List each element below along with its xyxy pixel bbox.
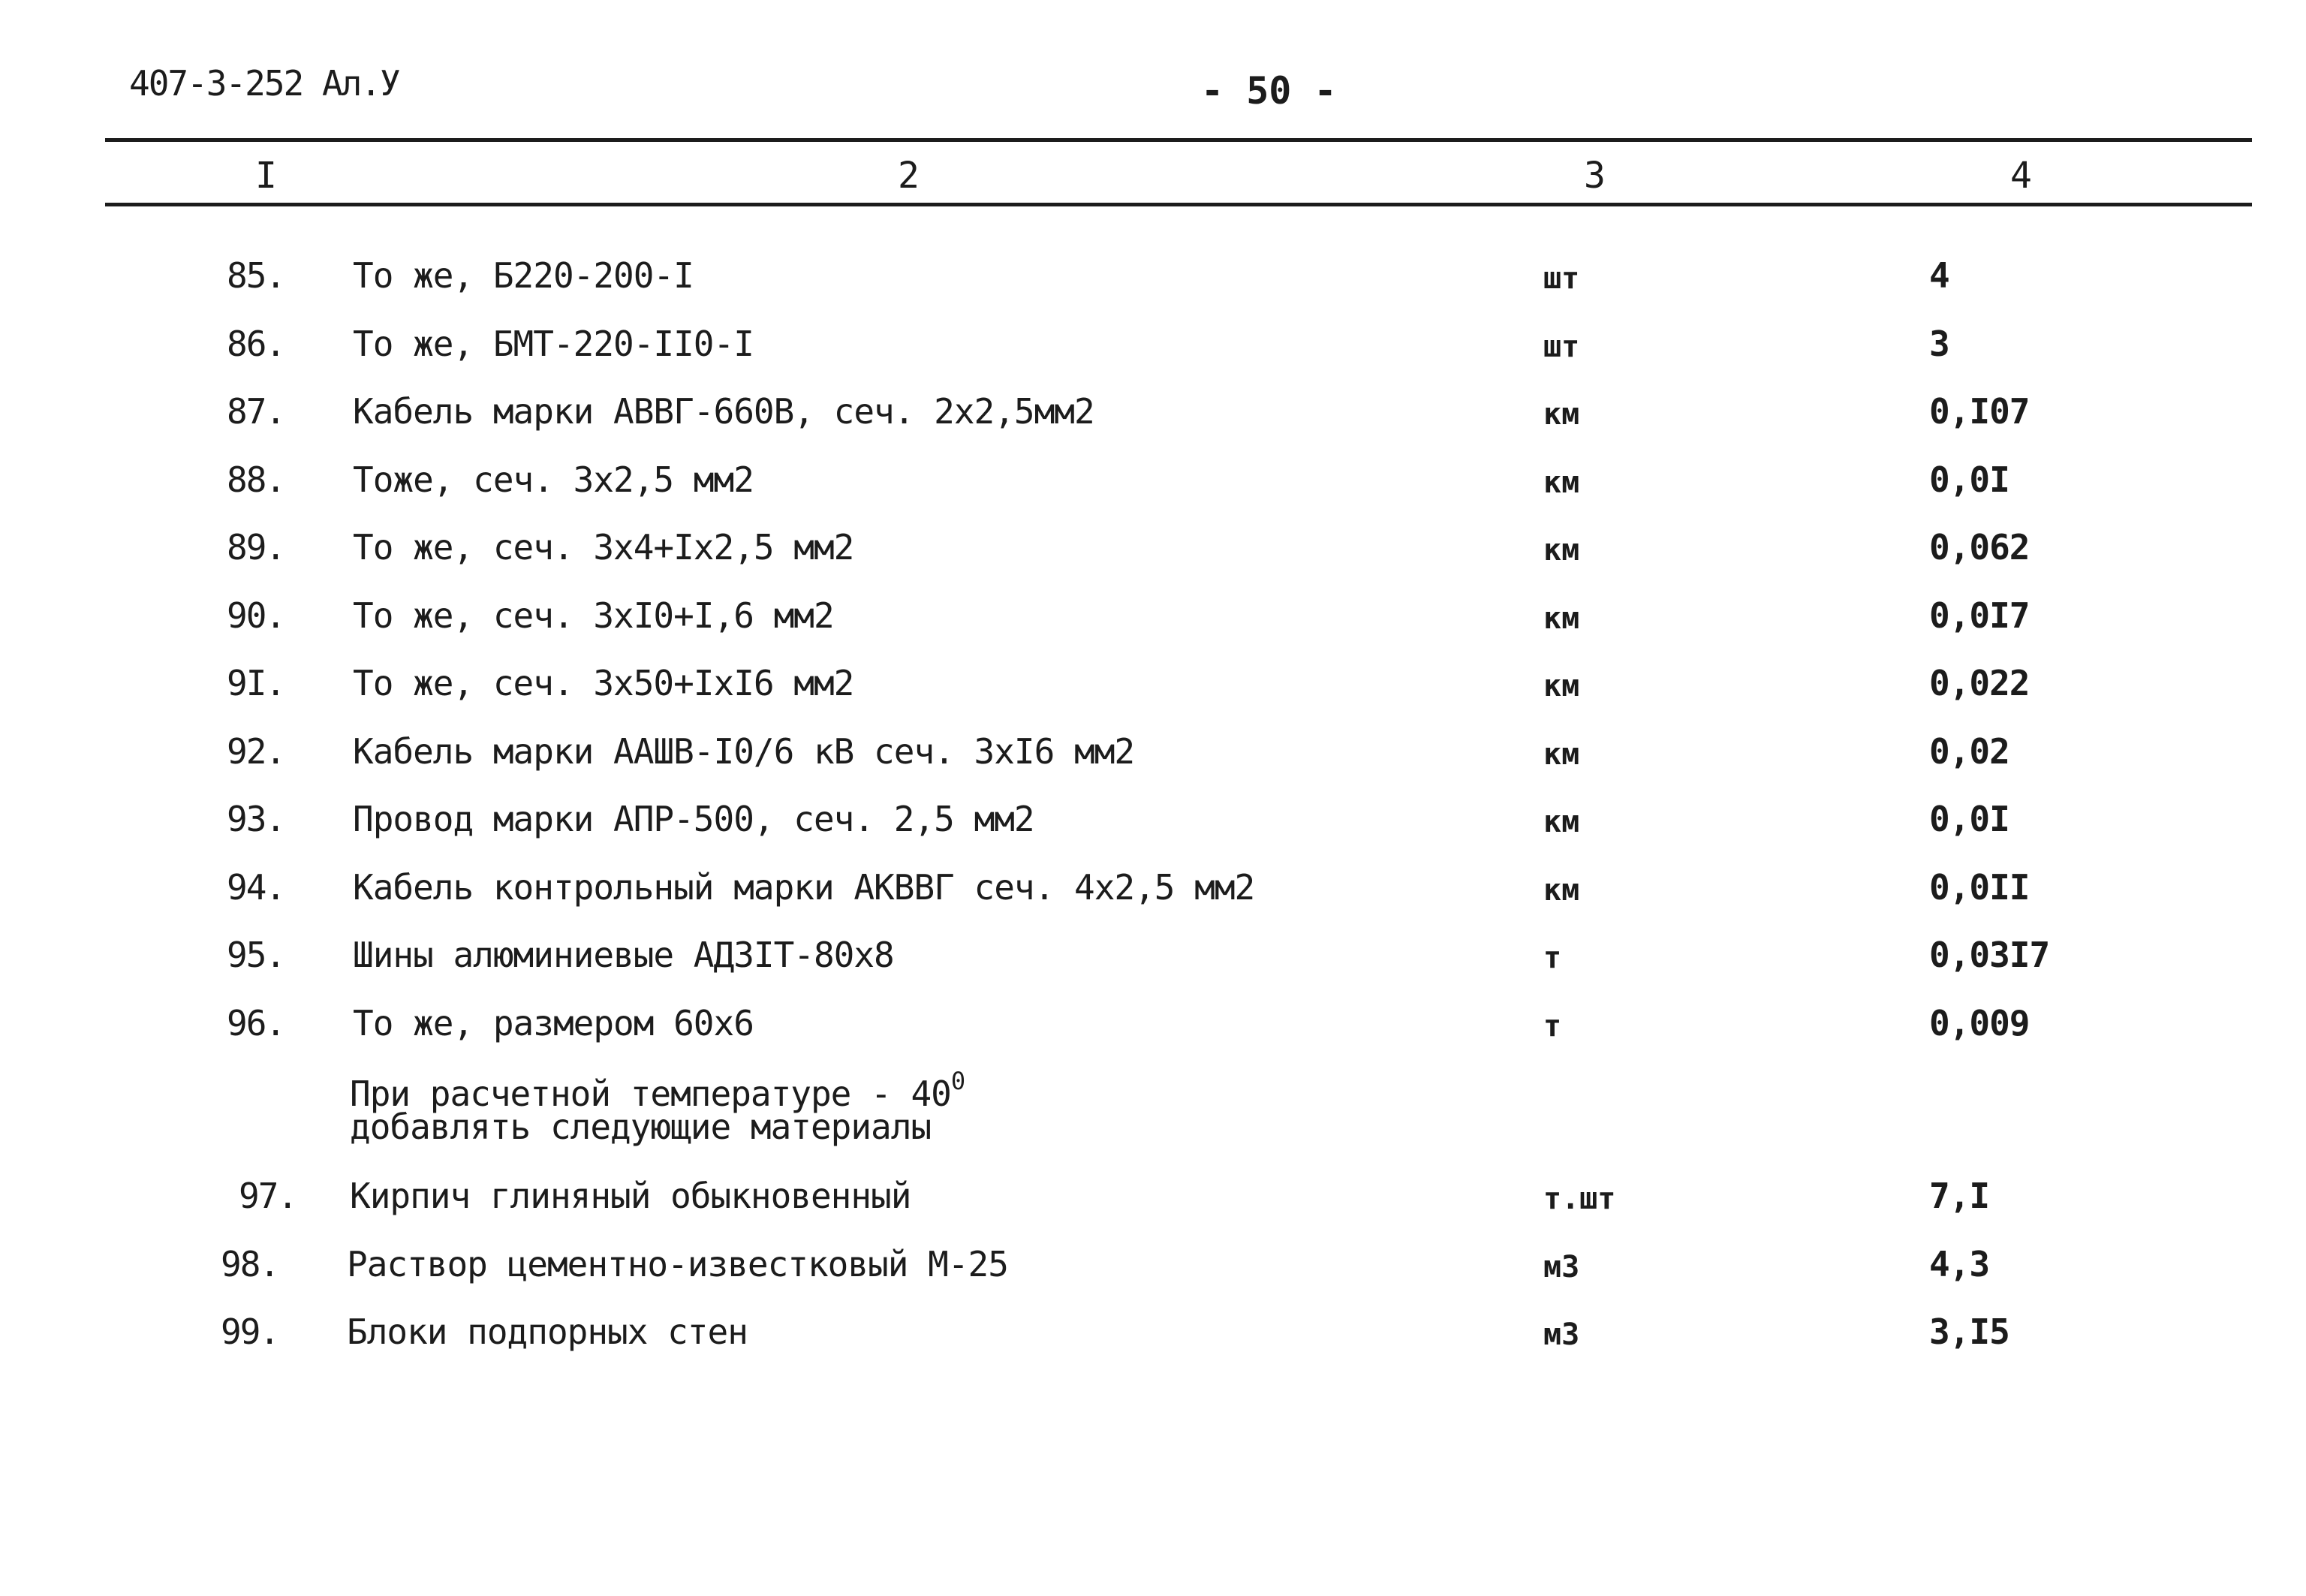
column-header-2: 2 — [898, 155, 920, 197]
material-name: Шины алюминиевые АДЗIТ-80х8 — [353, 935, 894, 975]
table-top-rule — [105, 138, 2252, 142]
table-row — [0, 522, 2306, 591]
row-number: 88. — [227, 459, 285, 500]
quantity: 0,062 — [1929, 527, 2030, 568]
quantity: 3 — [1929, 323, 1949, 364]
quantity: 7,I — [1929, 1176, 1990, 1216]
note-line-1 — [350, 1065, 965, 1114]
unit: км — [1543, 533, 1580, 568]
unit: км — [1543, 465, 1580, 500]
table-row — [0, 251, 2306, 319]
row-number: 94. — [227, 866, 285, 908]
table-row — [0, 998, 2306, 1067]
table-row — [0, 455, 2306, 523]
table-row — [0, 319, 2306, 387]
unit: т — [1543, 1008, 1562, 1043]
quantity: 0,0I7 — [1929, 595, 2030, 636]
quantity: 0,I07 — [1929, 391, 2030, 432]
quantity: 0,022 — [1929, 663, 2030, 703]
material-name: То же, БМТ-220-II0-I — [353, 323, 754, 364]
temperature-note — [350, 1065, 965, 1147]
quantity: 0,0I — [1929, 799, 2009, 839]
unit: км — [1543, 397, 1580, 432]
material-name: То же, сеч. 3х50+IхI6 мм2 — [353, 663, 854, 703]
quantity: 0,009 — [1929, 1002, 2030, 1043]
material-name: Кабель марки ААШВ-I0/6 кВ сеч. 3хI6 мм2 — [353, 730, 1135, 772]
material-name: Тоже, сеч. 3х2,5 мм2 — [353, 459, 754, 500]
table-row — [0, 658, 2306, 727]
row-number: 89. — [227, 527, 285, 568]
row-number: 95. — [227, 935, 285, 975]
unit: км — [1543, 669, 1580, 703]
additional-materials-table — [0, 1171, 2306, 1375]
unit: м3 — [1543, 1249, 1580, 1284]
table-row — [0, 794, 2306, 863]
unit: шт — [1543, 329, 1580, 364]
table-row — [0, 1239, 2306, 1308]
unit: т — [1543, 941, 1562, 975]
row-number: 99. — [221, 1311, 279, 1352]
material-name: То же, сеч. 3х4+Iх2,5 мм2 — [353, 527, 854, 568]
material-name: Кабель марки АВВГ-660В, сеч. 2х2,5мм2 — [353, 391, 1094, 432]
note-line-2: добавлять следующие материалы — [350, 1107, 932, 1147]
material-name: То же, сеч. 3хI0+I,6 мм2 — [353, 595, 834, 636]
table-header-rule — [105, 203, 2252, 206]
table-row — [0, 1171, 2306, 1239]
quantity: 0,0I — [1929, 459, 2009, 500]
row-number: 92. — [227, 730, 285, 772]
unit: м3 — [1543, 1317, 1580, 1352]
row-number: 87. — [227, 391, 285, 432]
unit: т.шт — [1543, 1182, 1616, 1216]
column-header-1: I — [255, 155, 277, 197]
quantity: 4 — [1929, 255, 1949, 296]
quantity: 3,I5 — [1929, 1311, 2009, 1352]
table-row — [0, 727, 2306, 795]
table-row — [0, 1307, 2306, 1375]
material-name: Провод марки АПР-500, сеч. 2,5 мм2 — [353, 799, 1034, 839]
quantity: 0,0II — [1929, 866, 2030, 908]
material-name: Блоки подпорных стен — [347, 1311, 748, 1352]
material-name: Раствор цементно-известковый М-25 — [347, 1243, 1008, 1284]
row-number: 98. — [221, 1243, 279, 1284]
page-number: - 50 - — [1201, 69, 1337, 113]
unit: шт — [1543, 261, 1580, 296]
column-header-3: 3 — [1584, 155, 1606, 197]
column-header-4: 4 — [2010, 155, 2032, 197]
unit: км — [1543, 872, 1580, 908]
row-number: 96. — [227, 1002, 285, 1043]
unit: км — [1543, 736, 1580, 772]
table-row — [0, 387, 2306, 455]
materials-table-body — [0, 251, 2306, 1066]
material-name: То же, размером 60х6 — [353, 1002, 754, 1043]
table-row — [0, 863, 2306, 931]
quantity: 0,02 — [1929, 730, 2009, 772]
note-line-1-text: При расчетной температуре - 40 — [350, 1074, 951, 1114]
document-code: 407-3-252 Ал.У — [129, 63, 399, 104]
quantity: 4,3 — [1929, 1243, 1990, 1284]
degree-superscript: 0 — [950, 1067, 965, 1095]
row-number: 9I. — [227, 663, 285, 703]
row-number: 90. — [227, 595, 285, 636]
unit: км — [1543, 601, 1580, 636]
row-number: 85. — [227, 255, 285, 296]
quantity: 0,03I7 — [1929, 935, 2050, 975]
material-name: Кабель контрольный марки АКВВГ сеч. 4х2,5 мм2 — [353, 866, 1255, 908]
row-number: 97. — [239, 1176, 297, 1216]
material-name: То же, Б220-200-I — [353, 255, 694, 296]
row-number: 93. — [227, 799, 285, 839]
unit: км — [1543, 805, 1580, 839]
row-number: 86. — [227, 323, 285, 364]
material-name: Кирпич глиняный обыкновенный — [350, 1176, 911, 1216]
table-row — [0, 591, 2306, 659]
table-row — [0, 930, 2306, 998]
